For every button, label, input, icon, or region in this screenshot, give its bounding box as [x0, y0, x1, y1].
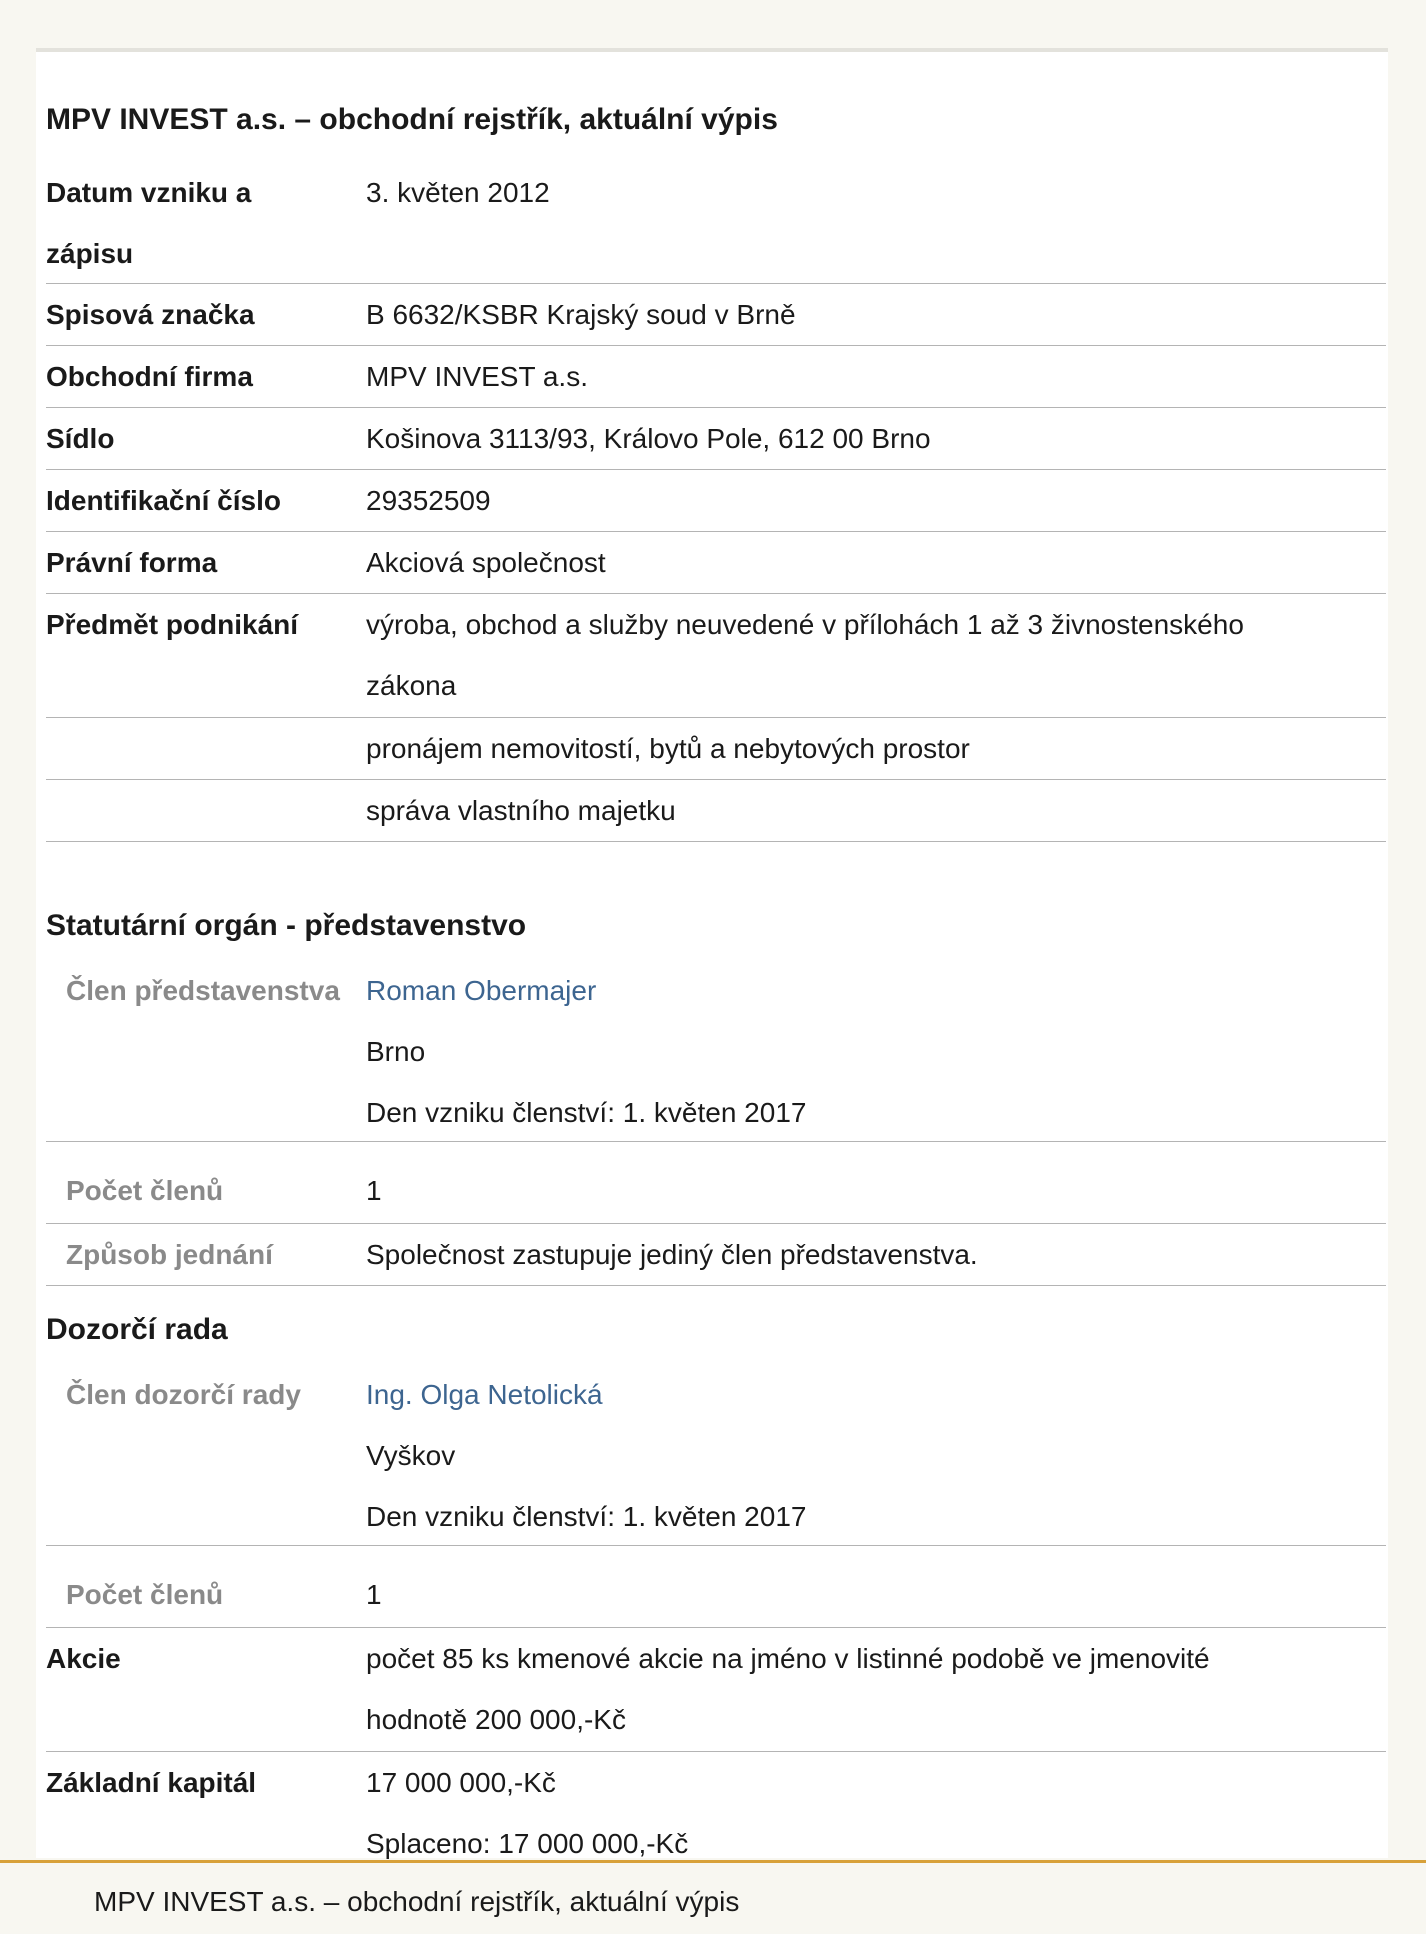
- label-identifikacni-cislo: Identifikační číslo: [46, 485, 281, 516]
- row-spisova-znacka: [46, 284, 1386, 346]
- predmet-line-1: výroba, obchod a služby neuvedené v přílohách 1 až 3 živnostenského: [366, 609, 1244, 640]
- row-pocet-clenu-dozorci-rady: [46, 1546, 1386, 1628]
- section-dozorci-rada: Dozorčí rada: [46, 1313, 228, 1346]
- label-zpusob-jednani: Způsob jednání: [66, 1239, 273, 1270]
- label-obchodni-firma: Obchodní firma: [46, 361, 253, 392]
- row-predmet-podnikani-3: [46, 780, 1386, 842]
- kapital-paid: Splaceno: 17 000 000,-Kč: [366, 1828, 689, 1859]
- label-pocet-clenu-dozorci: Počet členů: [66, 1579, 224, 1610]
- predmet-line-2: zákona: [366, 670, 457, 701]
- value-identifikacni-cislo: [366, 470, 1376, 531]
- kapital-value: 17 000 000,-Kč: [366, 1767, 556, 1798]
- datum-value-text: 3. květen 2012: [366, 177, 550, 208]
- value-sidlo: [366, 408, 1376, 469]
- label-sidlo: Sídlo: [46, 423, 115, 454]
- value-predmet-podnikani-2: [366, 718, 1376, 779]
- predmet-line-4: správa vlastního majetku: [366, 795, 676, 826]
- row-sidlo: [46, 408, 1386, 470]
- akcie-line-2: hodnotě 200 000,-Kč: [366, 1704, 626, 1735]
- value-zpusob-jednani: [366, 1224, 1376, 1285]
- sidlo-value-text: Košinova 3113/93, Královo Pole, 612 00 Brno: [366, 423, 931, 454]
- label-pravni-forma: Právní forma: [46, 547, 218, 578]
- value-datum-vzniku: [366, 162, 1376, 223]
- value-pravni-forma: [366, 532, 1376, 593]
- page-title: MPV INVEST a.s. – obchodní rejstřík, aktuální výpis: [46, 103, 778, 136]
- link-olga-netolicka[interactable]: Ing. Olga Netolická: [366, 1379, 603, 1410]
- row-datum-vzniku: [46, 162, 1386, 284]
- label-clen-dozorci-rady: Člen dozorčí rady: [66, 1379, 301, 1410]
- pocet-clenu-dozorci-value-text: 1: [366, 1579, 382, 1610]
- row-clen-dozorci-rady: [46, 1364, 1386, 1546]
- label-clen-predstavenstva: Člen představenstva: [66, 975, 340, 1006]
- forma-value-text: Akciová společnost: [366, 547, 606, 578]
- value-akcie: [366, 1628, 1376, 1750]
- registry-card: [36, 48, 1388, 1858]
- row-obchodni-firma: [46, 346, 1386, 408]
- dozorci-member-city: Vyškov: [366, 1440, 456, 1471]
- label-pocet-clenu: Počet členů: [66, 1175, 224, 1206]
- label-zakladni-kapital: Základní kapitál: [46, 1767, 257, 1798]
- value-clen-predstavenstva: [366, 960, 1376, 1143]
- row-predmet-podnikani: [46, 594, 1386, 718]
- akcie-line-1: počet 85 ks kmenové akcie na jméno v listinné podobě ve jmenovité: [366, 1643, 1210, 1674]
- predmet-line-3: pronájem nemovitostí, bytů a nebytových prostor: [366, 733, 970, 764]
- value-spisova-znacka: [366, 284, 1376, 345]
- value-pocet-clenu: [366, 1160, 1376, 1221]
- value-obchodni-firma: [366, 346, 1376, 407]
- value-predmet-podnikani: [366, 594, 1376, 716]
- spis-value-text: B 6632/KSBR Krajský soud v Brně: [366, 299, 796, 330]
- value-predmet-podnikani-3: [366, 780, 1376, 841]
- row-zpusob-jednani: [46, 1224, 1386, 1286]
- dozorci-member-since: Den vzniku členství: 1. květen 2017: [366, 1501, 807, 1532]
- row-pocet-clenu-predstavenstva: [46, 1142, 1386, 1224]
- value-pocet-clenu-dozorci: [366, 1564, 1376, 1625]
- link-roman-obermajer[interactable]: Roman Obermajer: [366, 975, 597, 1006]
- row-predmet-podnikani-2: [46, 718, 1386, 780]
- footer-title: MPV INVEST a.s. – obchodní rejstřík, aktuální výpis: [94, 1886, 740, 1917]
- ico-value-text: 29352509: [366, 485, 491, 516]
- footer-bar: [0, 1860, 1426, 1934]
- row-clen-predstavenstva: [46, 960, 1386, 1142]
- value-clen-dozorci-rady: [366, 1364, 1376, 1547]
- value-zakladni-kapital: [366, 1752, 1376, 1874]
- label-predmet-podnikani: Předmět podnikání: [46, 609, 299, 640]
- section-statutarni-organ: Statutární orgán - představenstvo: [46, 909, 527, 942]
- label-akcie: Akcie: [46, 1643, 121, 1674]
- row-pravni-forma: [46, 532, 1386, 594]
- zpusob-jednani-value-text: Společnost zastupuje jediný člen představenstva.: [366, 1239, 978, 1270]
- firma-value-text: MPV INVEST a.s.: [366, 361, 588, 392]
- member-since: Den vzniku členství: 1. květen 2017: [366, 1097, 807, 1128]
- pocet-clenu-value-text: 1: [366, 1175, 382, 1206]
- row-zakladni-kapital: [46, 1752, 1386, 1874]
- label-datum-vzniku: Datum vzniku a zápisu: [46, 177, 252, 269]
- row-akcie: [46, 1628, 1386, 1752]
- label-spisova-znacka: Spisová značka: [46, 299, 255, 330]
- member-city: Brno: [366, 1036, 426, 1067]
- row-identifikacni-cislo: [46, 470, 1386, 532]
